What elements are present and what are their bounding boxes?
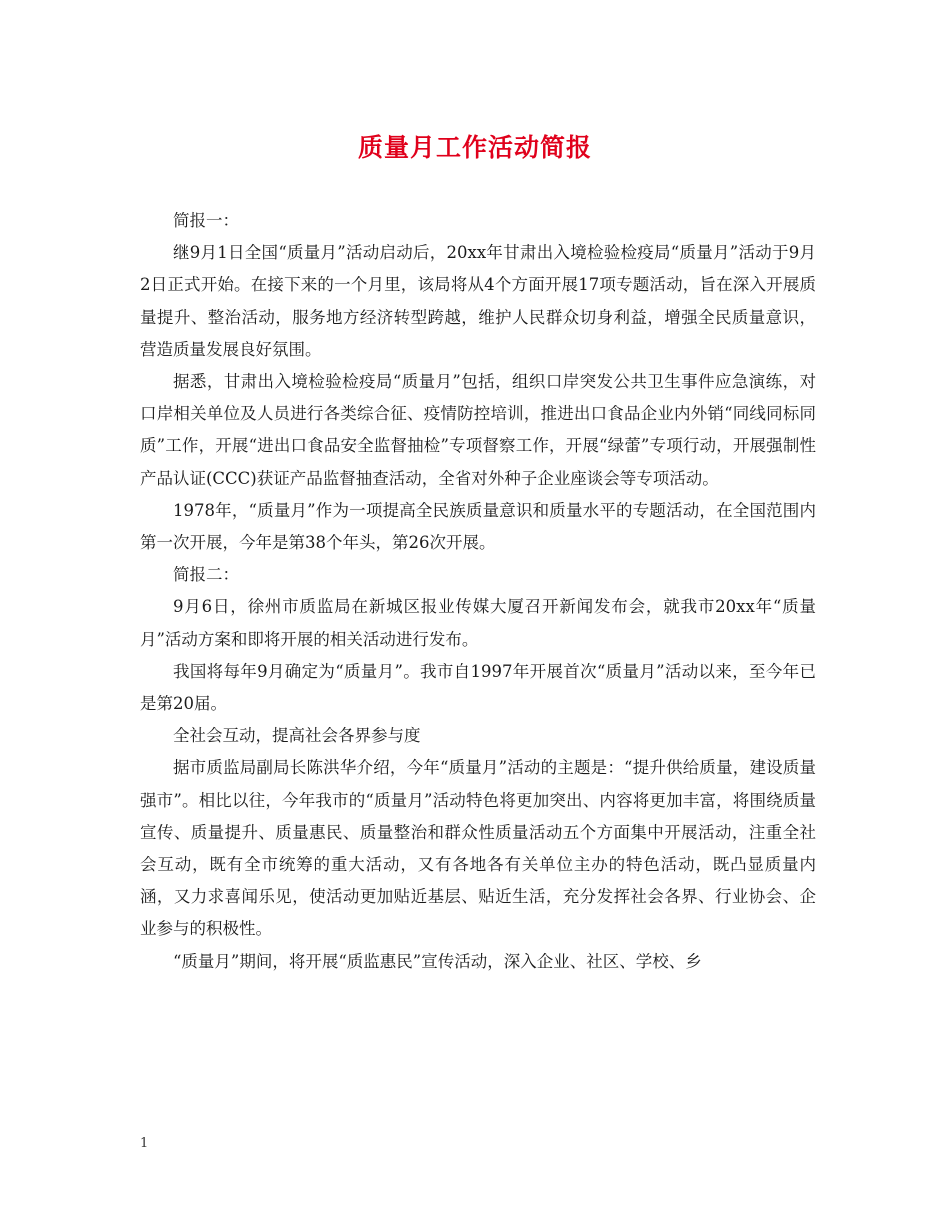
paragraph-subheading: 全社会互动，提高社会各界参与度 xyxy=(173,726,421,746)
paragraph: 1978年，“质量月”作为一项提高全民族质量意识和质量水平的专题活动，在全国范围内第一次开展，今年是第38个年头，第26次开展。 xyxy=(140,500,816,553)
paragraph: 据市质监局副局长陈洪华介绍，今年“质量月”活动的主题是：“提升供给质量，建设质量强市”。相比以往，今年我市的“质量月”活动特色将更加突出、内容将更加丰富，将围绕质量宣传、质量提升、质量惠民、质量整治和群众性质量活动五个方面集中开展活动，注重全社会互动，既有全市统筹的重大活动，又有各地各有关单位主办的特色活动，既凸显质量内涵，又力求喜闻乐见，使活动更加贴近基层、贴近生活，充分发挥社会各界、行业协会、企业参与的积极性。 xyxy=(140,758,816,939)
paragraph: “质量月”期间，将开展“质监惠民”宣传活动，深入企业、社区、学校、乡 xyxy=(173,951,702,971)
document-body xyxy=(140,205,816,978)
paragraph-heading-brief-1: 简报一： xyxy=(173,211,239,230)
paragraph: 我国将每年9月确定为“质量月”。我市自1997年开展首次“质量月”活动以来，至今年已是第20届。 xyxy=(140,661,816,714)
paragraph: 据悉，甘肃出入境检验检疫局“质量月”包括，组织口岸突发公共卫生事件应急演练，对口岸相关单位及人员进行各类综合征、疫情防控培训，推进出口食品企业内外销“同线同标同质”工作，开展“进出口食品安全监督抽检”专项督察工作，开展“绿蕾”专项行动，开展强制性产品认证(CCC)获证产品监督抽查活动，全省对外种子企业座谈会等专项活动。 xyxy=(140,372,816,488)
paragraph-heading-brief-2: 简报二： xyxy=(173,565,239,585)
paragraph: 继9月1日全国“质量月”活动启动后，20xx年甘肃出入境检验检疫局“质量月”活动于9月2日正式开始。在接下来的一个月里，该局将从4个方面开展17项专题活动，旨在深入开展质量提升、整治活动，服务地方经济转型跨越，维护人民群众切身利益，增强全民质量意识，营造质量发展良好氛围。 xyxy=(140,243,816,359)
document-title: 质量月工作活动简报 xyxy=(357,133,592,162)
page-number: 1 xyxy=(140,1136,149,1151)
paragraph: 9月6日，徐州市质监局在新城区报业传媒大厦召开新闻发布会，就我市20xx年“质量月”活动方案和即将开展的相关活动进行发布。 xyxy=(140,597,816,649)
